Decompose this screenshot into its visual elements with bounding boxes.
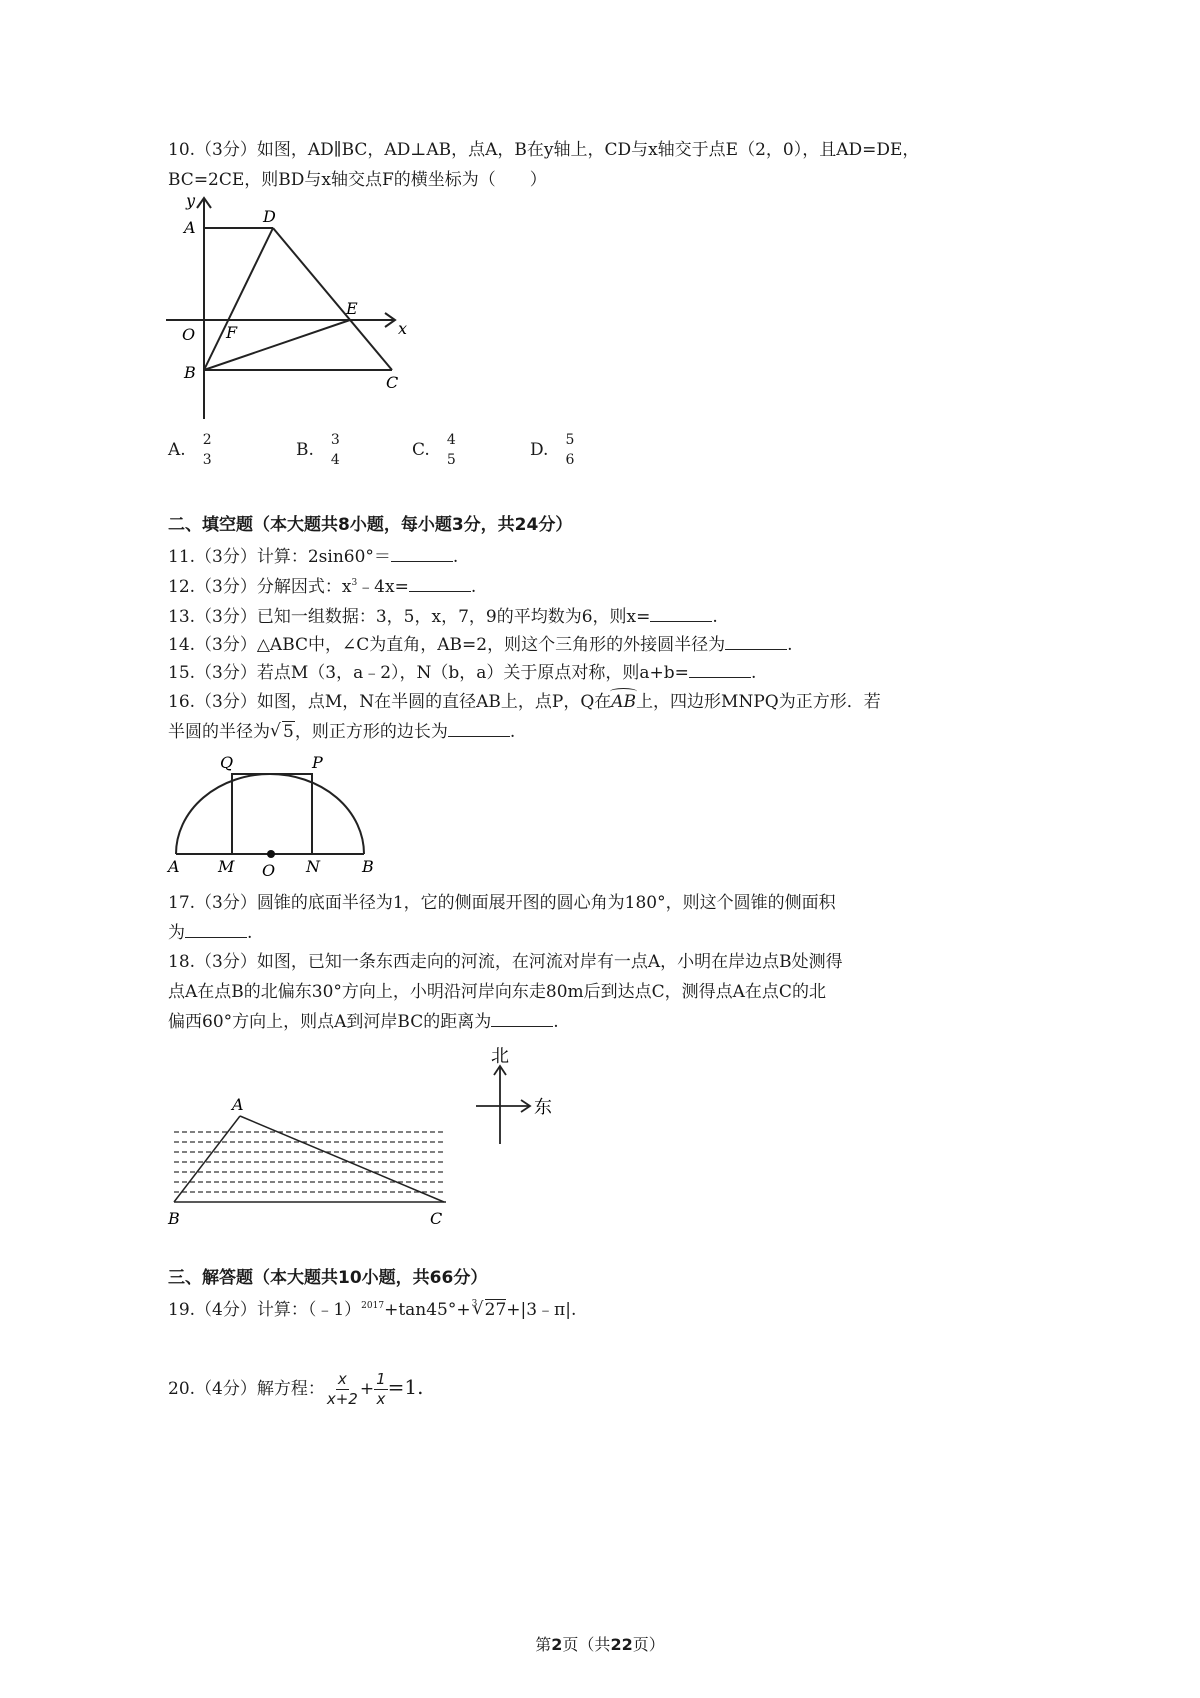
section3-heading: 三、解答题（本大题共10小题，共66分） [168, 1268, 488, 1288]
answer-blank [491, 1012, 553, 1027]
choice-label: D. [530, 440, 549, 460]
q16-label-a: A [168, 857, 180, 876]
choice-fraction: 4 5 [446, 432, 456, 468]
east-label: 东 [534, 1097, 552, 1118]
q20: 20.（4分）解方程： $\frac{x}{x+2}$ + $\frac{1}{x}$ =1. [168, 1370, 424, 1408]
sqrt-symbol: √ 5 [270, 720, 295, 744]
arc-ab: AB [611, 692, 637, 712]
q10-choice-b [296, 432, 343, 468]
q16-label-m: M [218, 857, 235, 876]
q16-label-n: N [306, 857, 320, 876]
answer-blank [185, 923, 247, 938]
q10-choice-d [530, 432, 577, 468]
q18-line2: 点A在点B的北偏东30°方向上，小明沿河岸向东走80m后到达点C，测得点A在点C的北 [168, 982, 826, 1002]
q10-choice-a [168, 432, 215, 468]
q10-label-b: B [184, 363, 196, 382]
q13: 13.（3分）已知一组数据：3，5，x，7，9的平均数为6，则x= . [168, 607, 718, 627]
q16-label-p: P [312, 753, 323, 772]
north-label: 北 [491, 1046, 509, 1067]
fraction-1-over-x: $\frac{1}{x}$ [376, 1370, 386, 1408]
page-total: 22 [610, 1635, 633, 1654]
q18-label-c: C [430, 1209, 443, 1228]
answer-blank [650, 607, 712, 622]
cube-root-symbol: √ 3 27 [471, 1298, 507, 1322]
choice-label: A. [168, 440, 186, 460]
q16-label-o: O [262, 861, 276, 878]
choice-fraction: 3 4 [330, 432, 340, 468]
answer-blank [409, 577, 471, 592]
q19: 19.（4分）计算：（﹣1）$^{2017}$+tan45°+ √ 3 27+|3﹣π|. [168, 1298, 576, 1322]
fraction-x-over-x-plus-2: $\frac{x}{x+2}$ [326, 1370, 358, 1408]
q18-label-b: B [168, 1209, 180, 1228]
q14: 14.（3分）△ABC中，∠C为直角，AB=2，则这个三角形的外接圆半径为 . [168, 635, 793, 655]
choice-fraction: 5 6 [565, 432, 575, 468]
q10-line2: BC=2CE，则BD与x轴交点F的横坐标为（ ） [168, 170, 547, 190]
q16-label-q: Q [220, 753, 234, 772]
q17-line1: 17.（3分）圆锥的底面半径为1，它的侧面展开图的圆心角为180°，则这个圆锥的侧面积 [168, 893, 836, 913]
answer-blank [689, 663, 751, 678]
section2-heading: 二、填空题（本大题共8小题，每小题3分，共24分） [168, 515, 573, 535]
choice-label: B. [296, 440, 314, 460]
answer-blank [448, 722, 510, 737]
q18-line3: 偏西60°方向上，则点A到河岸BC的距离为 . [168, 1012, 559, 1032]
q18-label-a: A [232, 1095, 244, 1114]
q10-choice-c [412, 432, 459, 468]
q18-figure [164, 1040, 574, 1230]
q10-label-y: y [186, 191, 196, 210]
choice-fraction: 2 3 [202, 432, 212, 468]
choice-label: C. [412, 440, 430, 460]
page-footer: 第2页（共22页） [535, 1635, 665, 1654]
q16-line2: 半圆的半径为√ 5，则正方形的边长为 . [168, 720, 515, 744]
q10-label-a: A [184, 218, 196, 237]
q10-label-e: E [346, 299, 358, 318]
q11: 11.（3分）计算：2sin60°＝ . [168, 547, 459, 567]
q10-figure [160, 188, 420, 423]
q10-line1: 10.（3分）如图，AD∥BC，AD⊥AB，点A，B在y轴上，CD与x轴交于点E（2，0），且AD=DE， [168, 140, 920, 160]
q10-label-f: F [226, 323, 238, 342]
q16-label-b: B [362, 857, 374, 876]
q10-label-o: O [182, 325, 196, 344]
q10-label-x: x [398, 319, 408, 338]
page-number: 2 [551, 1635, 563, 1654]
answer-blank [391, 547, 453, 562]
q17-line2: 为 . [168, 923, 253, 943]
q12: 12.（3分）分解因式：$x^3﹣4x=$ . [168, 577, 477, 597]
q16-figure [164, 748, 394, 878]
q10-label-d: D [263, 207, 276, 226]
q18-line1: 18.（3分）如图，已知一条东西走向的河流，在河流对岸有一点A，小明在岸边点B处测得 [168, 952, 843, 972]
q15: 15.（3分）若点M（3，a﹣2），N（b，a）关于原点对称，则a+b= . [168, 663, 757, 683]
answer-blank [725, 635, 787, 650]
q10-label-c: C [386, 373, 399, 392]
q16-line1: 16.（3分）如图，点M，N在半圆的直径AB上，点P，Q在AB上，四边形MNPQ为正方形．若 [168, 692, 881, 712]
